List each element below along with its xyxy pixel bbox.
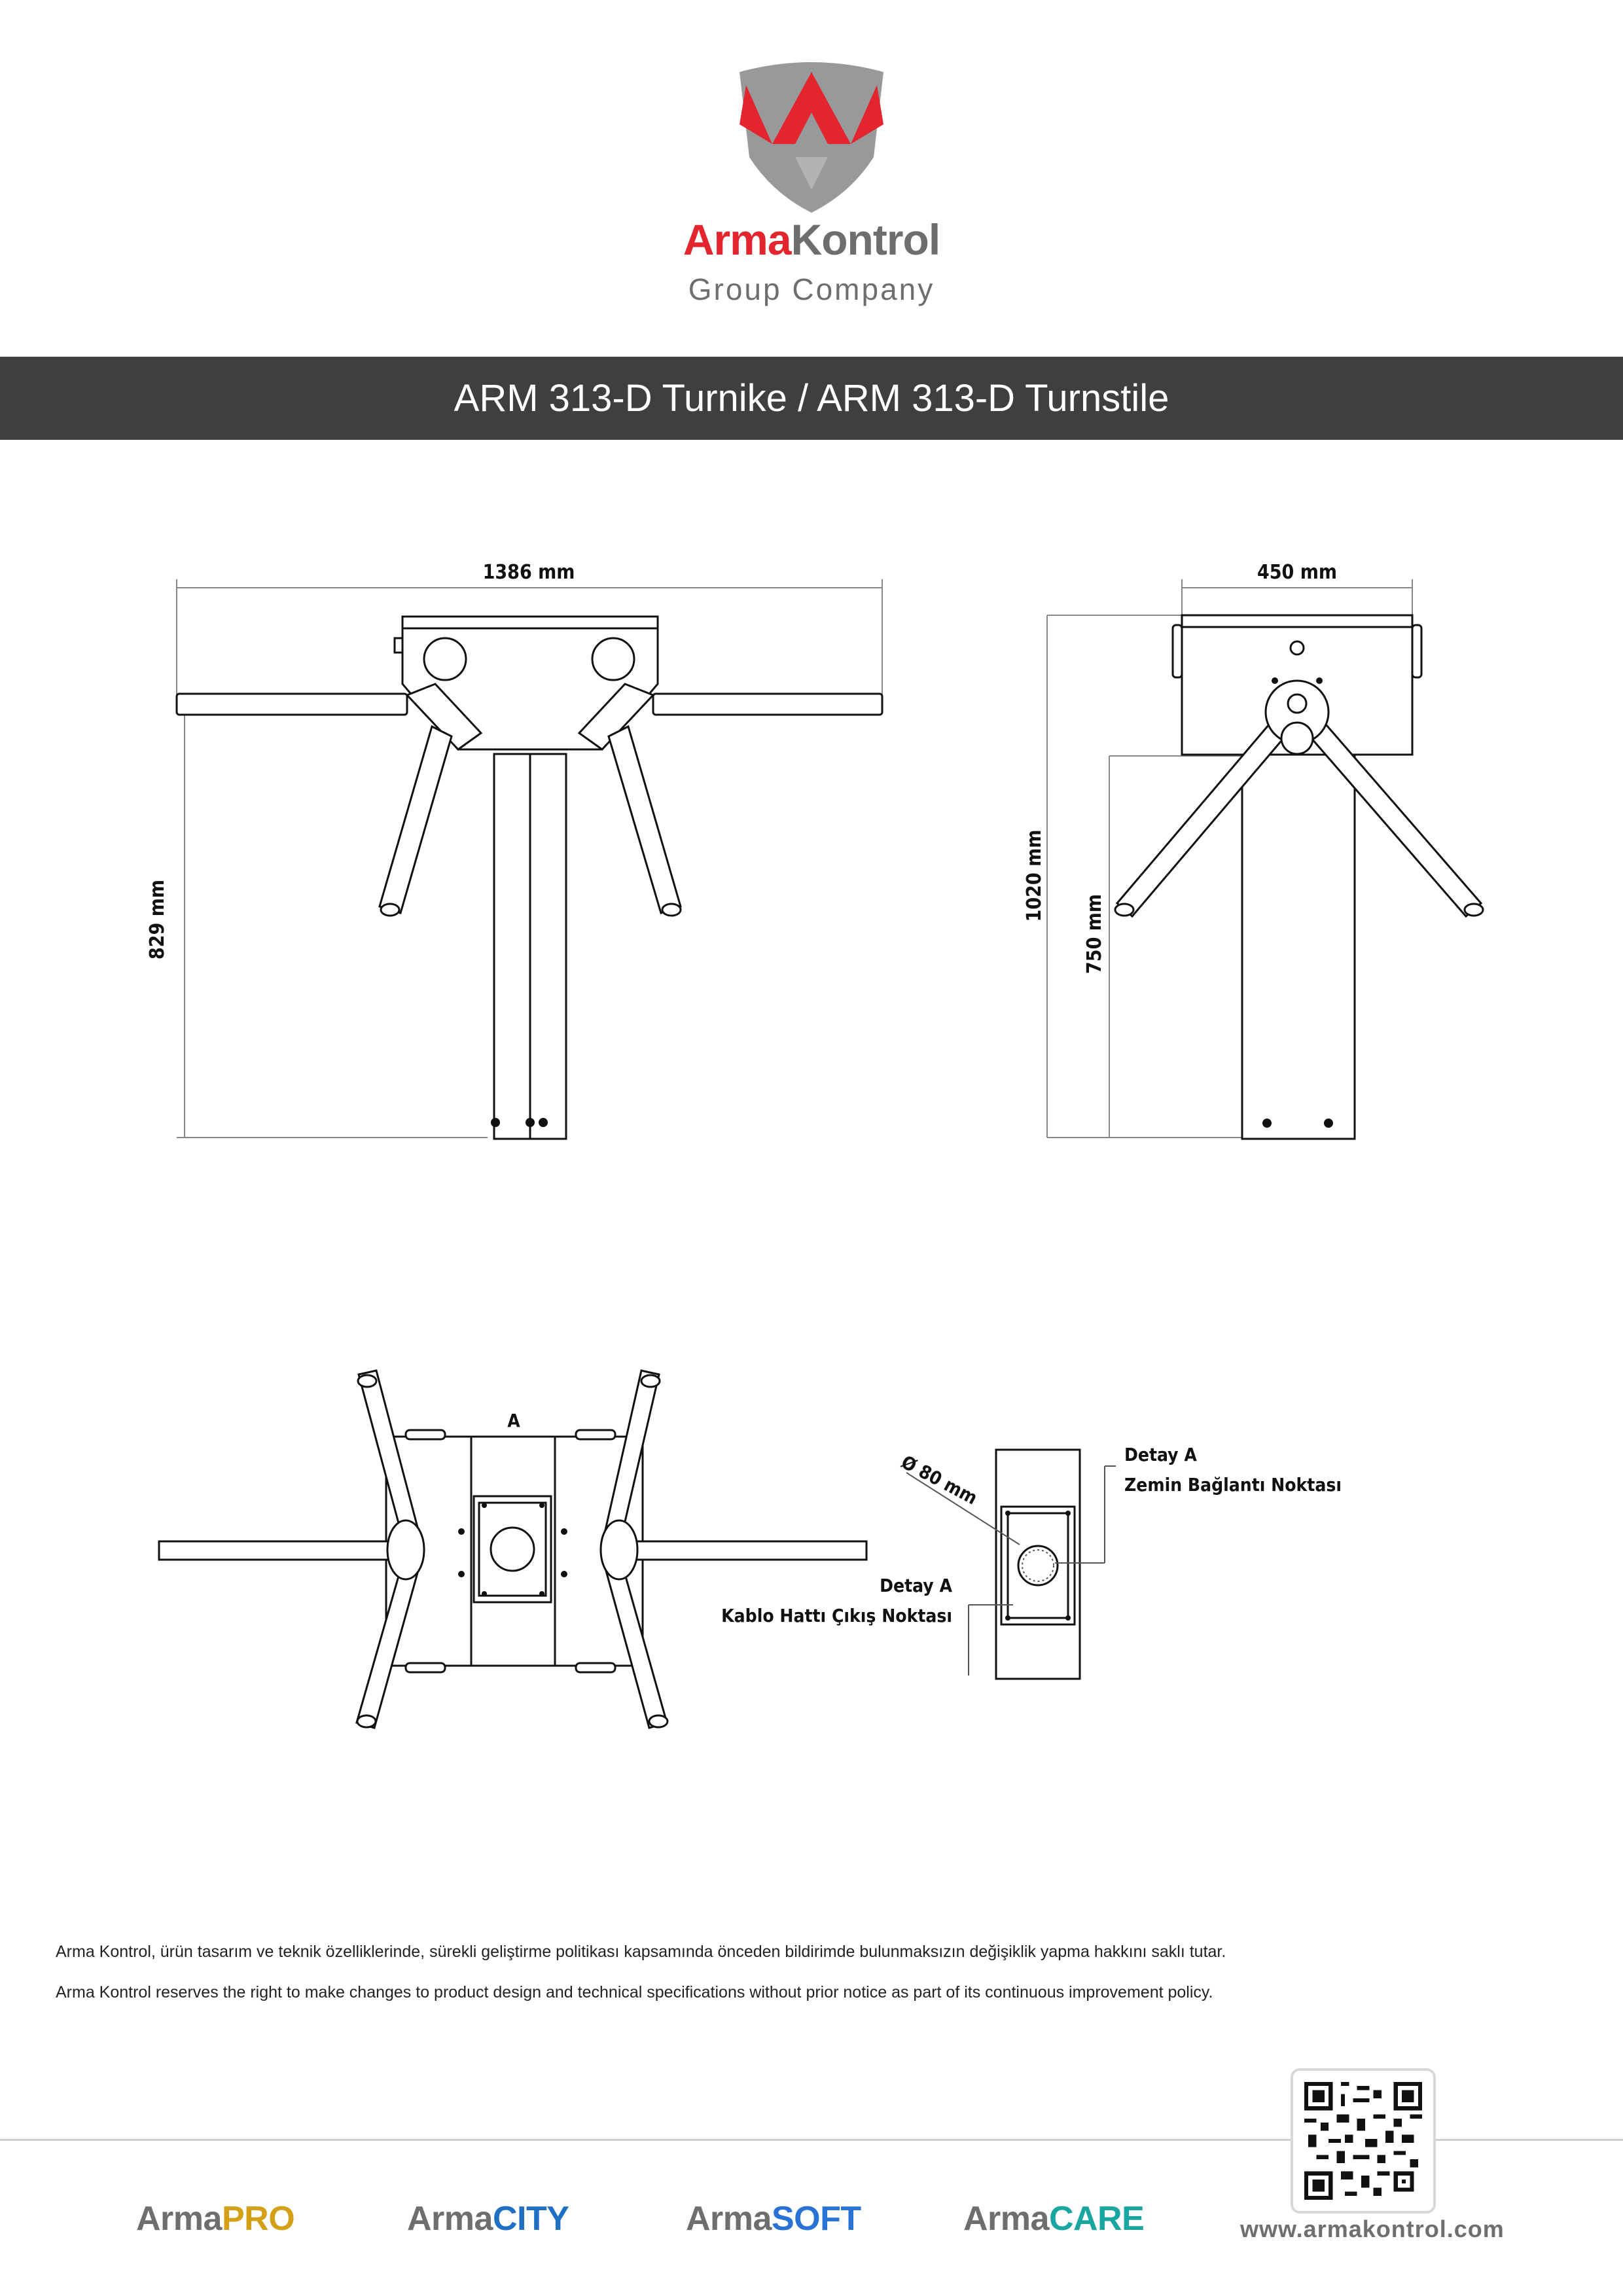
brand-suffix: CITY xyxy=(492,2200,569,2238)
detail-a-desc-right: Zemin Bağlantı Noktası xyxy=(1124,1474,1342,1496)
detail-a-title-right: Detay A xyxy=(1124,1444,1197,1465)
brand-prefix: Arma xyxy=(136,2200,222,2238)
shield-logo-icon xyxy=(733,59,890,216)
page-title: ARM 313-D Turnike / ARM 313-D Turnstile xyxy=(454,377,1169,420)
detail-diameter-label: Ø 80 mm xyxy=(897,1451,981,1509)
front-height-label: 829 mm xyxy=(146,880,169,960)
disclaimer-english: Arma Kontrol reserves the right to make changes to product design and technical specifications without prior notice as part of its continuous improvement policy. xyxy=(56,1983,1213,2001)
side-arm-height-label: 750 mm xyxy=(1083,894,1106,974)
front-view-drawing xyxy=(177,579,882,1139)
brand-name-part1: Arma xyxy=(683,215,791,264)
side-width-label: 450 mm xyxy=(1257,561,1337,584)
footer-brand-armacare[interactable] xyxy=(963,2199,1144,2238)
brand-subtitle: Group Company xyxy=(688,272,935,306)
website-link[interactable]: www.armakontrol.com xyxy=(1240,2215,1505,2242)
brand-name-part2: Kontrol xyxy=(791,215,940,264)
brand-prefix: Arma xyxy=(407,2200,493,2238)
brand-suffix: SOFT xyxy=(771,2200,861,2238)
technical-drawings xyxy=(0,511,1623,1787)
footer-brand-armasoft[interactable] xyxy=(686,2199,861,2238)
title-bar xyxy=(0,357,1623,440)
brand-prefix: Arma xyxy=(686,2200,772,2238)
brand-name xyxy=(654,215,969,264)
side-total-height-label: 1020 mm xyxy=(1023,829,1046,922)
qr-code-icon xyxy=(1304,2082,1422,2200)
disclaimer-turkish: Arma Kontrol, ürün tasarım ve teknik özelliklerinde, sürekli geliştirme politikası kapsamında önceden bildirimde bulunmaksızın değişiklik yapma hakkını saklı tutar. xyxy=(56,1943,1226,1961)
front-width-label: 1386 mm xyxy=(482,561,575,584)
brand-suffix: PRO xyxy=(221,2200,295,2238)
footer-brand-armapro[interactable] xyxy=(136,2199,294,2238)
detail-a-desc-left: Kablo Hattı Çıkış Noktası xyxy=(721,1605,952,1626)
brand-prefix: Arma xyxy=(963,2200,1049,2238)
side-view-drawing xyxy=(1047,579,1481,1139)
brand-suffix: CARE xyxy=(1048,2200,1145,2238)
company-logo xyxy=(654,59,969,334)
footer-brand-armacity[interactable] xyxy=(407,2199,569,2238)
qr-code[interactable] xyxy=(1291,2068,1436,2214)
top-view-section-label: A xyxy=(507,1410,520,1431)
detail-a-title-left: Detay A xyxy=(880,1575,952,1596)
